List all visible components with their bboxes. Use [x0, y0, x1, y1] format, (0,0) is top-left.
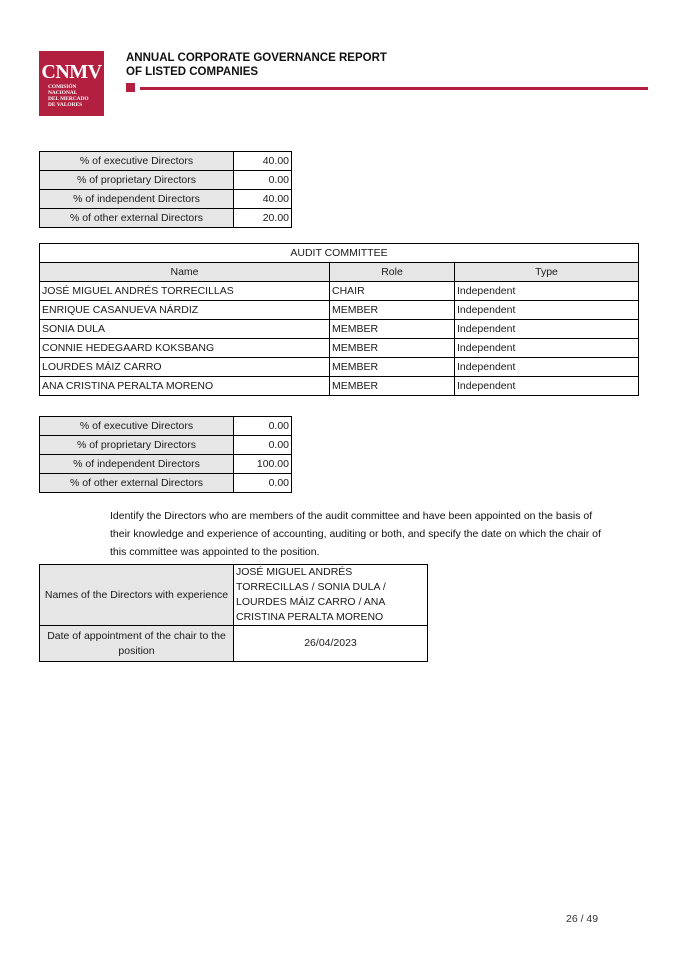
director-type: Independent	[455, 301, 639, 320]
logo-subtext-line: NACIONAL	[48, 90, 78, 96]
logo-subtext-line: DE VALORES	[48, 102, 83, 108]
pct-label: % of independent Directors	[40, 190, 234, 209]
pct-label: % of executive Directors	[40, 152, 234, 171]
director-type: Independent	[455, 377, 639, 396]
pct-value: 0.00	[234, 474, 292, 493]
column-header-role: Role	[330, 263, 455, 282]
table-row	[40, 417, 292, 436]
director-name: JOSÉ MIGUEL ANDRÉS TORRECILLAS	[40, 282, 330, 301]
pct-label: % of proprietary Directors	[40, 171, 234, 190]
pct-table-1	[39, 151, 292, 228]
experience-table	[39, 564, 428, 662]
director-type: Independent	[455, 282, 639, 301]
table-row	[40, 339, 639, 358]
pct-value: 40.00	[234, 152, 292, 171]
table-row	[40, 474, 292, 493]
director-type: Independent	[455, 339, 639, 358]
pct-label: % of proprietary Directors	[40, 436, 234, 455]
header-divider	[140, 87, 648, 90]
cnmv-logo	[39, 51, 104, 116]
director-role: MEMBER	[330, 377, 455, 396]
date-value: 26/04/2023	[234, 626, 428, 662]
pct-value: 100.00	[234, 455, 292, 474]
pct-value: 20.00	[234, 209, 292, 228]
director-name: LOURDES MÁIZ CARRO	[40, 358, 330, 377]
table-row	[40, 377, 639, 396]
pct-label: % of other external Directors	[40, 209, 234, 228]
table-row	[40, 171, 292, 190]
director-role: MEMBER	[330, 320, 455, 339]
table-header-row	[40, 263, 639, 282]
director-role: MEMBER	[330, 301, 455, 320]
pct-label: % of other external Directors	[40, 474, 234, 493]
report-title-line-2: OF LISTED COMPANIES	[126, 66, 259, 78]
logo-subtext-line: DEL MERCADO	[48, 96, 89, 102]
table-row	[40, 209, 292, 228]
table-row	[40, 565, 428, 626]
header-accent-square	[126, 83, 135, 92]
pct-table-2	[39, 416, 292, 493]
names-value: JOSÉ MIGUEL ANDRÉS TORRECILLAS / SONIA DULA / LOURDES MÁIZ CARRO / ANA CRISTINA PERALTA MORENO	[234, 565, 428, 626]
audit-committee-table	[39, 243, 639, 396]
director-role: MEMBER	[330, 358, 455, 377]
report-title-line-1: ANNUAL CORPORATE GOVERNANCE REPORT	[126, 52, 387, 64]
table-row	[40, 282, 639, 301]
pct-label: % of executive Directors	[40, 417, 234, 436]
pct-value: 40.00	[234, 190, 292, 209]
director-name: SONIA DULA	[40, 320, 330, 339]
names-label: Names of the Directors with experience	[40, 565, 234, 626]
column-header-type: Type	[455, 263, 639, 282]
table-row	[40, 320, 639, 339]
director-type: Independent	[455, 320, 639, 339]
pct-value: 0.00	[234, 417, 292, 436]
table-row	[40, 190, 292, 209]
director-name: ANA CRISTINA PERALTA MORENO	[40, 377, 330, 396]
pct-value: 0.00	[234, 436, 292, 455]
director-type: Independent	[455, 358, 639, 377]
logo-subtext-line: COMISIÓN	[48, 84, 77, 90]
table-caption-row	[40, 244, 639, 263]
pct-label: % of independent Directors	[40, 455, 234, 474]
table-row	[40, 626, 428, 662]
pct-value: 0.00	[234, 171, 292, 190]
page-number: 26 / 49	[566, 913, 599, 925]
logo-subtext	[48, 84, 104, 108]
date-label: Date of appointment of the chair to the position	[40, 626, 234, 662]
director-name: ENRIQUE CASANUEVA NÁRDIZ	[40, 301, 330, 320]
table-row	[40, 152, 292, 171]
director-name: CONNIE HEDEGAARD KOKSBANG	[40, 339, 330, 358]
instruction-paragraph: Identify the Directors who are members of the audit committee and have been appointed on the basis of their knowledge and experience of accounting, auditing or both, and specify the date on which the chair of this committee was appointed to the position.	[110, 510, 601, 558]
table-row	[40, 455, 292, 474]
director-role: MEMBER	[330, 339, 455, 358]
director-role: CHAIR	[330, 282, 455, 301]
column-header-name: Name	[40, 263, 330, 282]
table-row	[40, 358, 639, 377]
table-caption: AUDIT COMMITTEE	[40, 244, 639, 263]
logo-text: CNMV	[41, 61, 102, 83]
table-row	[40, 436, 292, 455]
table-row	[40, 301, 639, 320]
report-title	[126, 51, 446, 79]
